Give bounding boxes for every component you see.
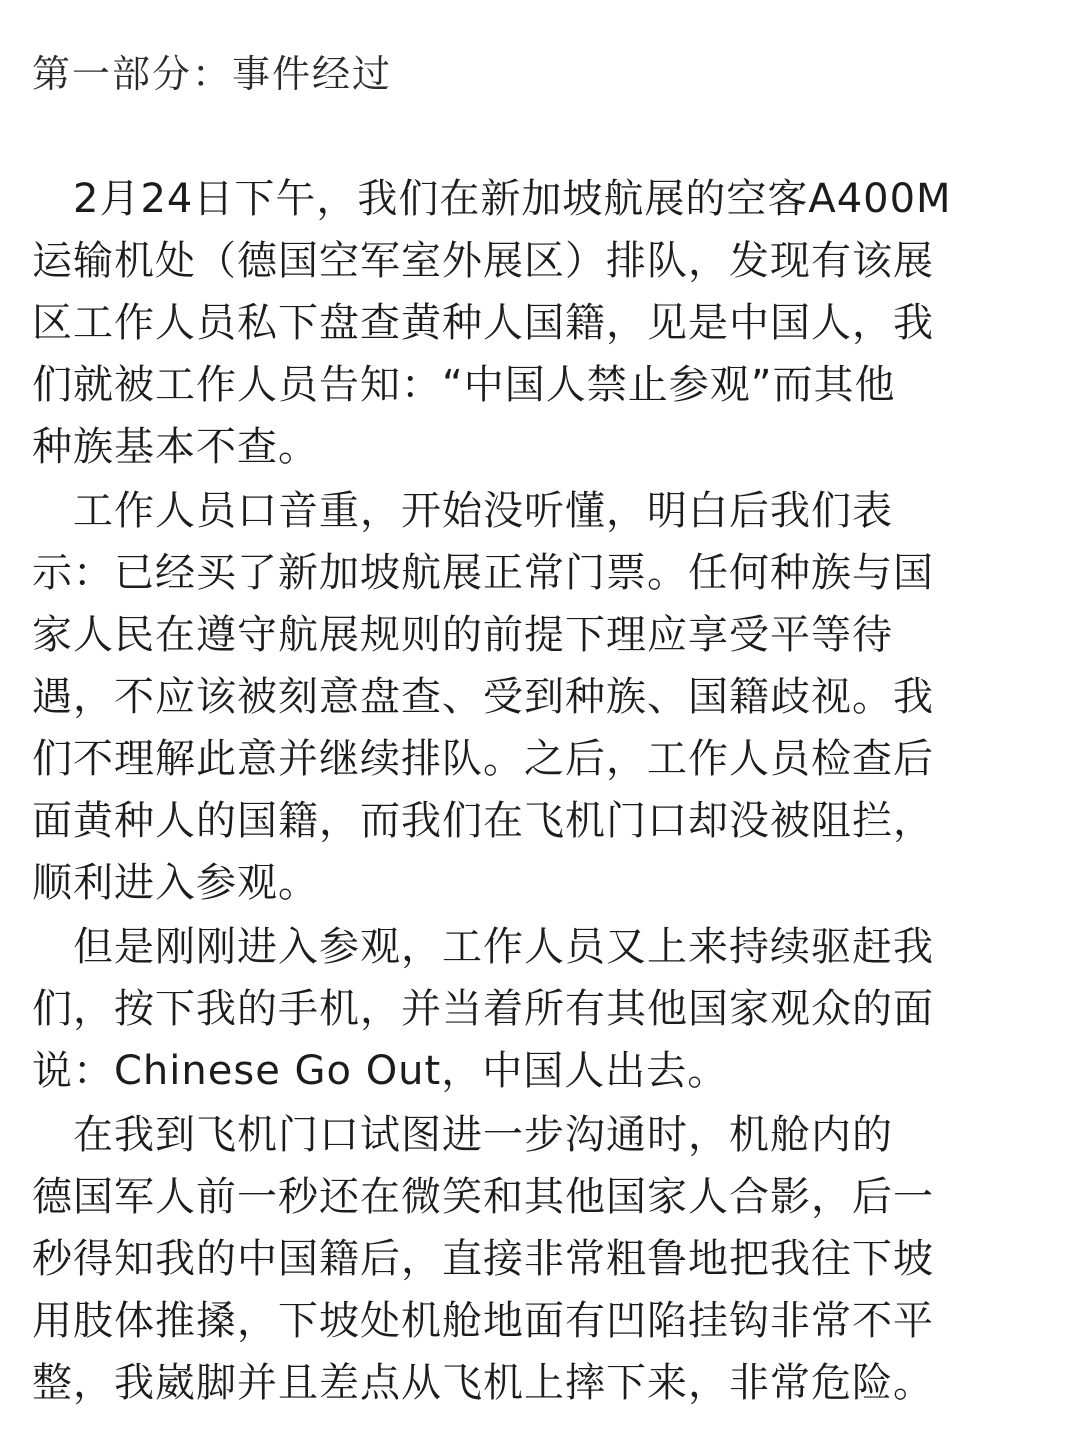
text-line: 说：Chinese Go Out，中国人出去。 — [32, 1048, 729, 1094]
text-line: 德国军人前一秒还在微笑和其他国家人合影，后一 — [32, 1174, 934, 1220]
text-line: 用肢体推搡，下坡处机舱地面有凹陷挂钩非常不平 — [32, 1298, 934, 1344]
text-line: 家人民在遵守航展规则的前提下理应享受平等待 — [32, 612, 893, 658]
text-line: 们就被工作人员告知：“中国人禁止参观”而其他 — [32, 362, 896, 408]
text-line: 工作人员口音重，开始没听懂，明白后我们表 — [32, 488, 893, 534]
text-line: 们，按下我的手机，并当着所有其他国家观众的面 — [32, 986, 934, 1032]
text-line: 示：已经买了新加坡航展正常门票。任何种族与国 — [32, 550, 934, 596]
section-heading: 第一部分：事件经过 — [32, 52, 393, 96]
text-line: 但是刚刚进入参观，工作人员又上来持续驱赶我 — [32, 924, 934, 970]
text-line: 遇，不应该被刻意盘查、受到种族、国籍歧视。我 — [32, 674, 934, 720]
text-line: 秒得知我的中国籍后，直接非常粗鲁地把我往下坡 — [32, 1236, 934, 1282]
text-line: 整，我崴脚并且差点从飞机上摔下来，非常危险。 — [32, 1360, 934, 1406]
text-line: 运输机处（德国空军室外展区）排队，发现有该展 — [32, 238, 934, 284]
text-line: 面黄种人的国籍，而我们在飞机门口却没被阻拦， — [32, 798, 934, 844]
text-line: 2月24日下午，我们在新加坡航展的空客A400M — [32, 176, 952, 222]
text-line: 种族基本不查。 — [32, 424, 319, 470]
text-line: 顺利进入参观。 — [32, 860, 319, 906]
text-line: 在我到飞机门口试图进一步沟通时，机舱内的 — [32, 1112, 893, 1158]
text-line: 们不理解此意并继续排队。之后，工作人员检查后 — [32, 736, 934, 782]
text-line: 区工作人员私下盘查黄种人国籍，见是中国人，我 — [32, 300, 934, 346]
